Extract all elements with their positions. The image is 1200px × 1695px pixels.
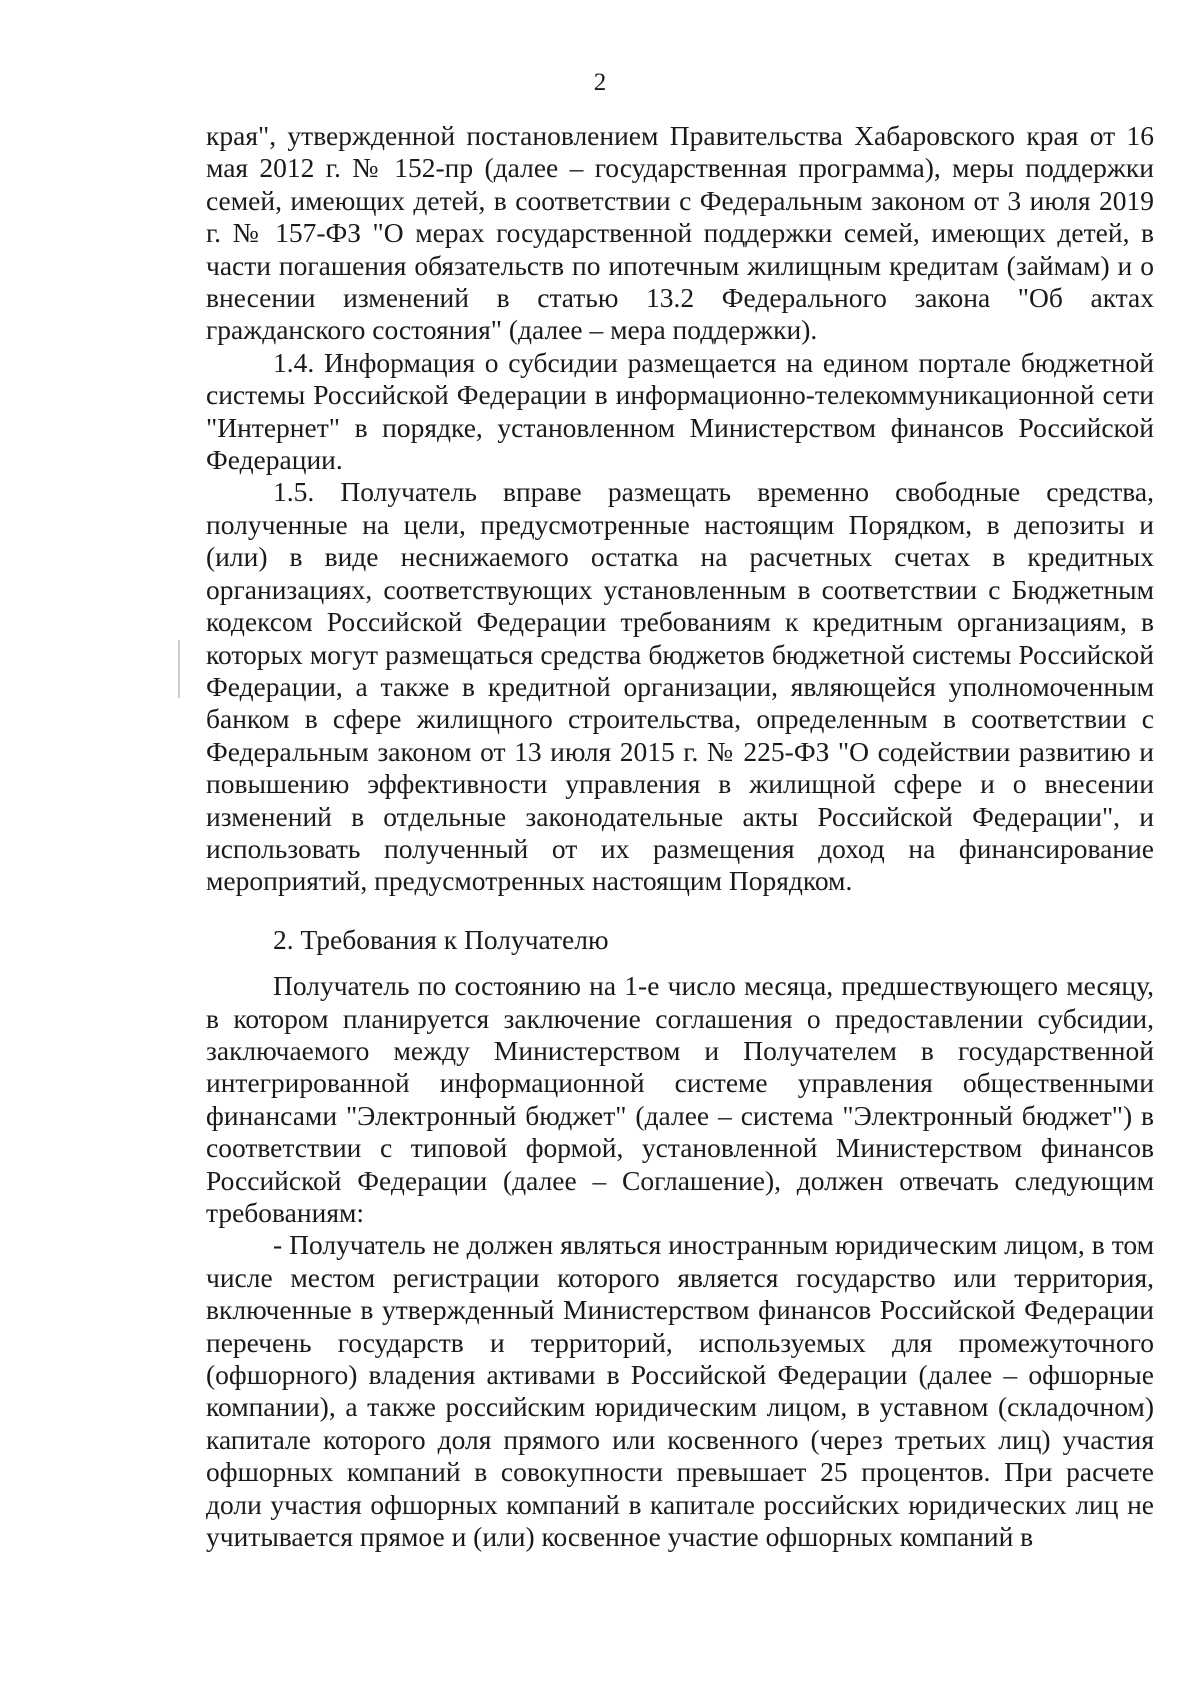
section-heading: 2. Требования к Получателю — [273, 923, 609, 955]
document-body — [206, 120, 1154, 1553]
section-intro-paragraph: Получатель по состоянию на 1-е число месяца, предшествующего месяцу, в котором планируется заключение соглашения о предоставлении субсидии, заключаемого между Министерством и Получателем в государственной интегрированной информационной системе управления общественными финансами "Электронный бюджет" (далее – система "Электронный бюджет") в соответствии с типовой формой, установленной Министерством финансов Российской Федерации (далее – Соглашение), должен отвечать следующим требованиям: — [206, 970, 1154, 1228]
paragraph-1-4: 1.4. Информация о субсидии размещается на едином портале бюджетной системы Российской Федерации в информационно-телекоммуникационной сети "Интернет" в порядке, установленном Министерством финансов Российской Федерации. — [206, 346, 1154, 476]
paragraph-continuation: края", утвержденной постановлением Правительства Хабаровского края от 16 мая 2012 г. № 152-пр (далее – государственная программа), меры поддержки семей, имеющих детей, в соответствии с Федеральным законом от 3 июля 2019 г. № 157-ФЗ "О мерах государственной поддержки семей, имеющих детей, в части погашения обязательств по ипотечным жилищным кредитам (займам) и о внесении изменений в статью 13.2 Федерального закона "Об актах гражданского состояния" (далее – мера поддержки). — [206, 120, 1154, 346]
page-number: 2 — [593, 69, 607, 96]
paragraph-1-5: 1.5. Получатель вправе размещать временно свободные средства, полученные на цели, предусмотренные настоящим Порядком, в депозиты и (или) в виде неснижаемого остатка на расчетных счетах в кредитных организациях, соответствующих установленным в соответствии с Бюджетным кодексом Российской Федерации требованиям к кредитным организациям, в которых могут размещаться средства бюджетов бюджетной системы Российской Федерации, а также в кредитной организации, являющейся уполномоченным банком в сфере жилищного строительства, определенным в соответствии с Федеральным законом от 13 июля 2015 г. № 225-ФЗ "О содействии развитию и повышению эффективности управления в жилищной сфере и о внесении изменений в отдельные законодательные акты Российской Федерации", и использовать полученный от их размещения доход на финансирование мероприятий, предусмотренных настоящим Порядком. — [206, 476, 1154, 897]
requirement-paragraph: - Получатель не должен являться иностранным юридическим лицом, в том числе местом регистрации которого является государство или территория, включенные в утвержденный Министерством финансов Российской Федерации перечень государств и территорий, используемых для промежуточного (офшорного) владения активами в Российской Федерации (далее – офшорные компании), а также российским юридическим лицом, в уставном (складочном) капитале которого доля прямого или косвенного (через третьих лиц) участия офшорных компаний в совокупности превышает 25 процентов. При расчете доли участия офшорных компаний в капитале российских юридических лиц не учитывается прямое и (или) косвенное участие офшорных компаний в — [206, 1229, 1154, 1553]
margin-mark — [178, 640, 180, 698]
